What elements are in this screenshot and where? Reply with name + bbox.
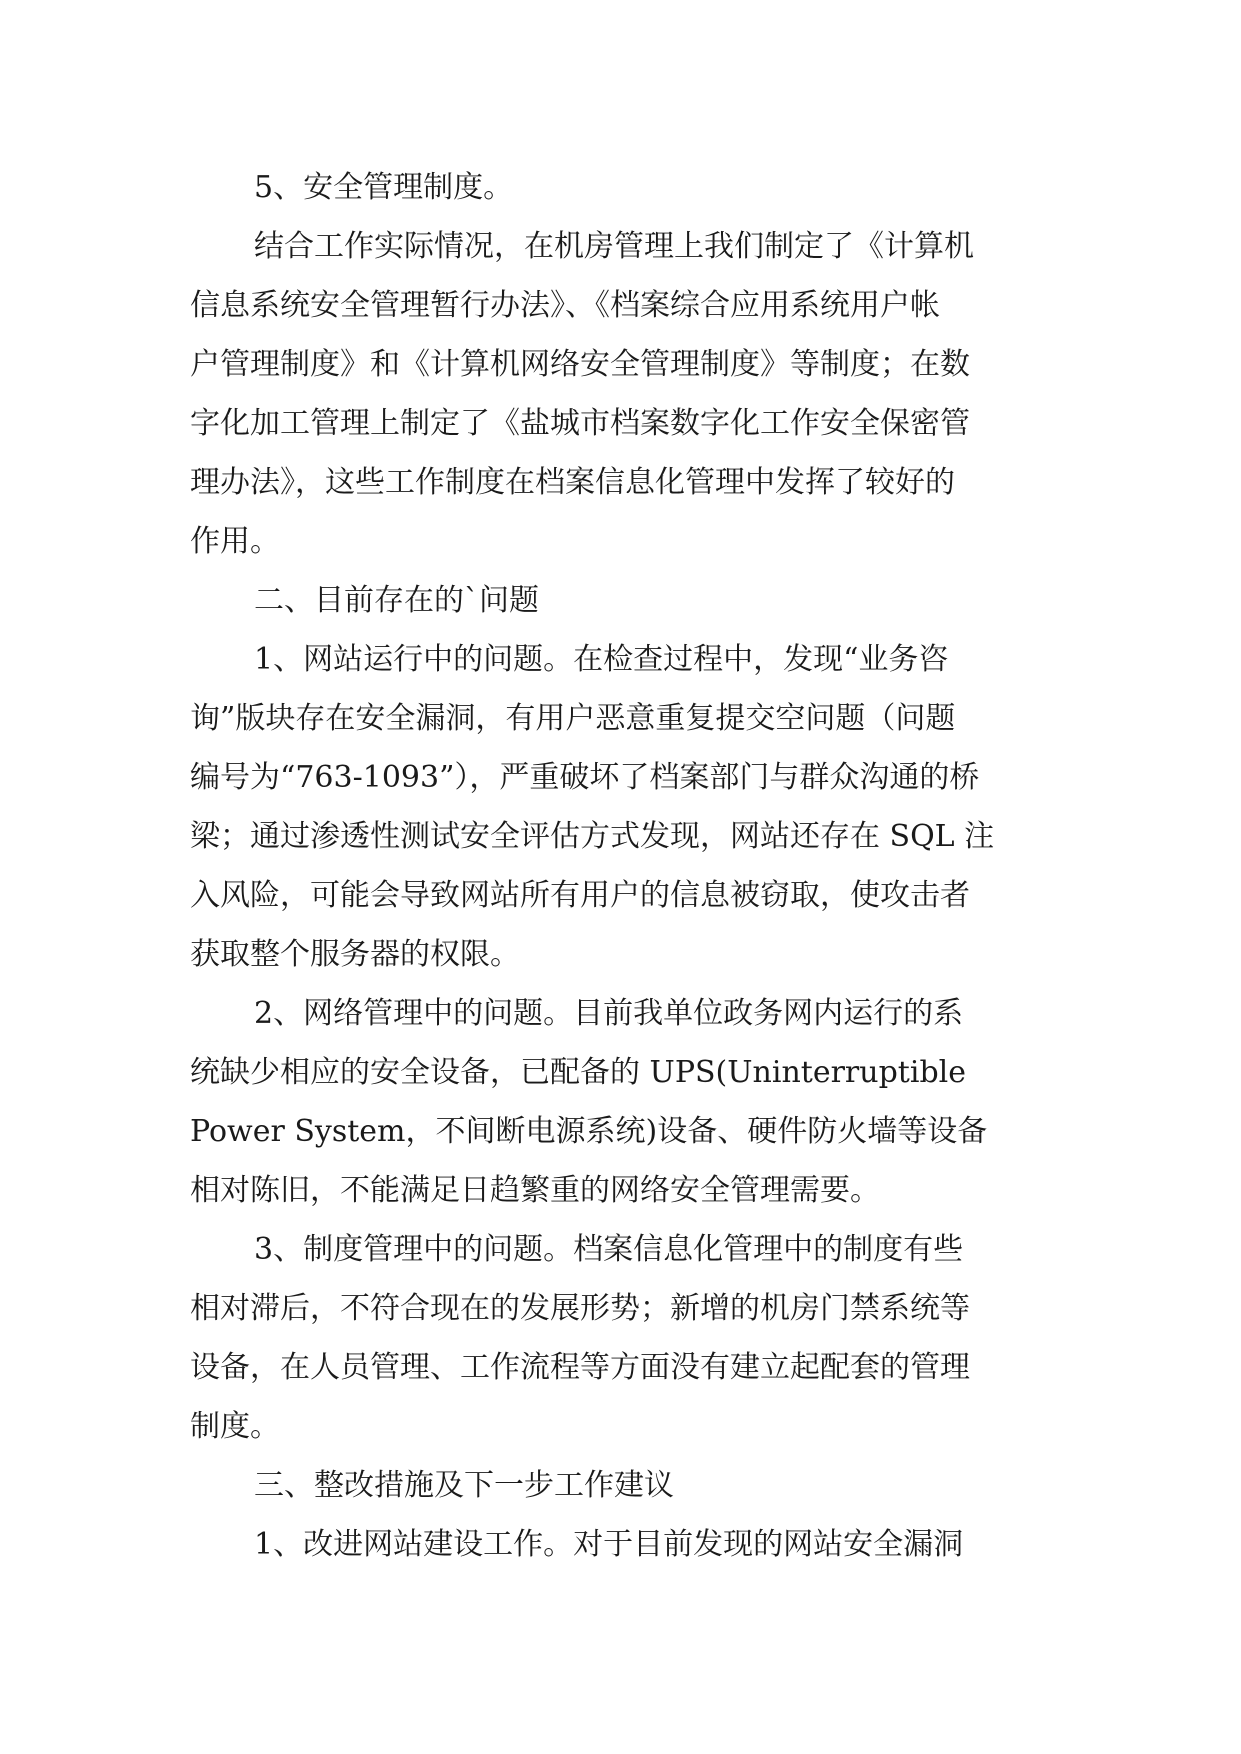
paragraph-line: 3、制度管理中的问题。档案信息化管理中的制度有些: [254, 1232, 964, 1267]
section-heading-security-rules: 5、安全管理制度。: [254, 170, 514, 205]
paragraph-line: 字化加工管理上制定了《盐城市档案数字化工作安全保密管: [190, 406, 970, 441]
section-heading-current-problems: 二、目前存在的`问题: [254, 583, 539, 618]
paragraph-line: 统缺少相应的安全设备，已配备的 UPS(Uninterruptible: [190, 1055, 967, 1090]
paragraph-line: 理办法》，这些工作制度在档案信息化管理中发挥了较好的: [190, 465, 955, 500]
paragraph-line: 1、改进网站建设工作。对于目前发现的网站安全漏洞: [254, 1527, 964, 1562]
paragraph-line: 1、网站运行中的问题。在检查过程中，发现“业务咨: [254, 642, 949, 677]
paragraph-line: 2、网络管理中的问题。目前我单位政务网内运行的系: [254, 996, 964, 1031]
document-body: [190, 158, 1052, 1574]
section-heading-rectification: 三、整改措施及下一步工作建议: [254, 1468, 674, 1503]
paragraph-line: 户管理制度》和《计算机网络安全管理制度》等制度；在数: [190, 347, 970, 382]
paragraph-line: 作用。: [190, 524, 280, 559]
paragraph-line: 相对陈旧，不能满足日趋繁重的网络安全管理需要。: [190, 1173, 880, 1208]
paragraph-line: 设备，在人员管理、工作流程等方面没有建立起配套的管理: [190, 1350, 970, 1385]
paragraph-line: 结合工作实际情况，在机房管理上我们制定了《计算机: [254, 229, 974, 264]
paragraph-line: 制度。: [190, 1409, 280, 1444]
paragraph-line: 相对滞后，不符合现在的发展形势；新增的机房门禁系统等: [190, 1291, 970, 1326]
paragraph-line: 编号为“763-1093”），严重破坏了档案部门与群众沟通的桥: [190, 760, 980, 795]
paragraph-line: 询”版块存在安全漏洞，有用户恶意重复提交空问题（问题: [190, 701, 956, 736]
paragraph-line: 梁；通过渗透性测试安全评估方式发现，网站还存在 SQL 注: [190, 819, 995, 854]
paragraph-line: 获取整个服务器的权限。: [190, 937, 520, 972]
paragraph-line: 入风险，可能会导致网站所有用户的信息被窃取，使攻击者: [190, 878, 970, 913]
paragraph-line: Power System，不间断电源系统)设备、硬件防火墙等设备: [190, 1114, 988, 1149]
paragraph-line: 信息系统安全管理暂行办法》、《档案综合应用系统用户帐: [190, 288, 940, 323]
